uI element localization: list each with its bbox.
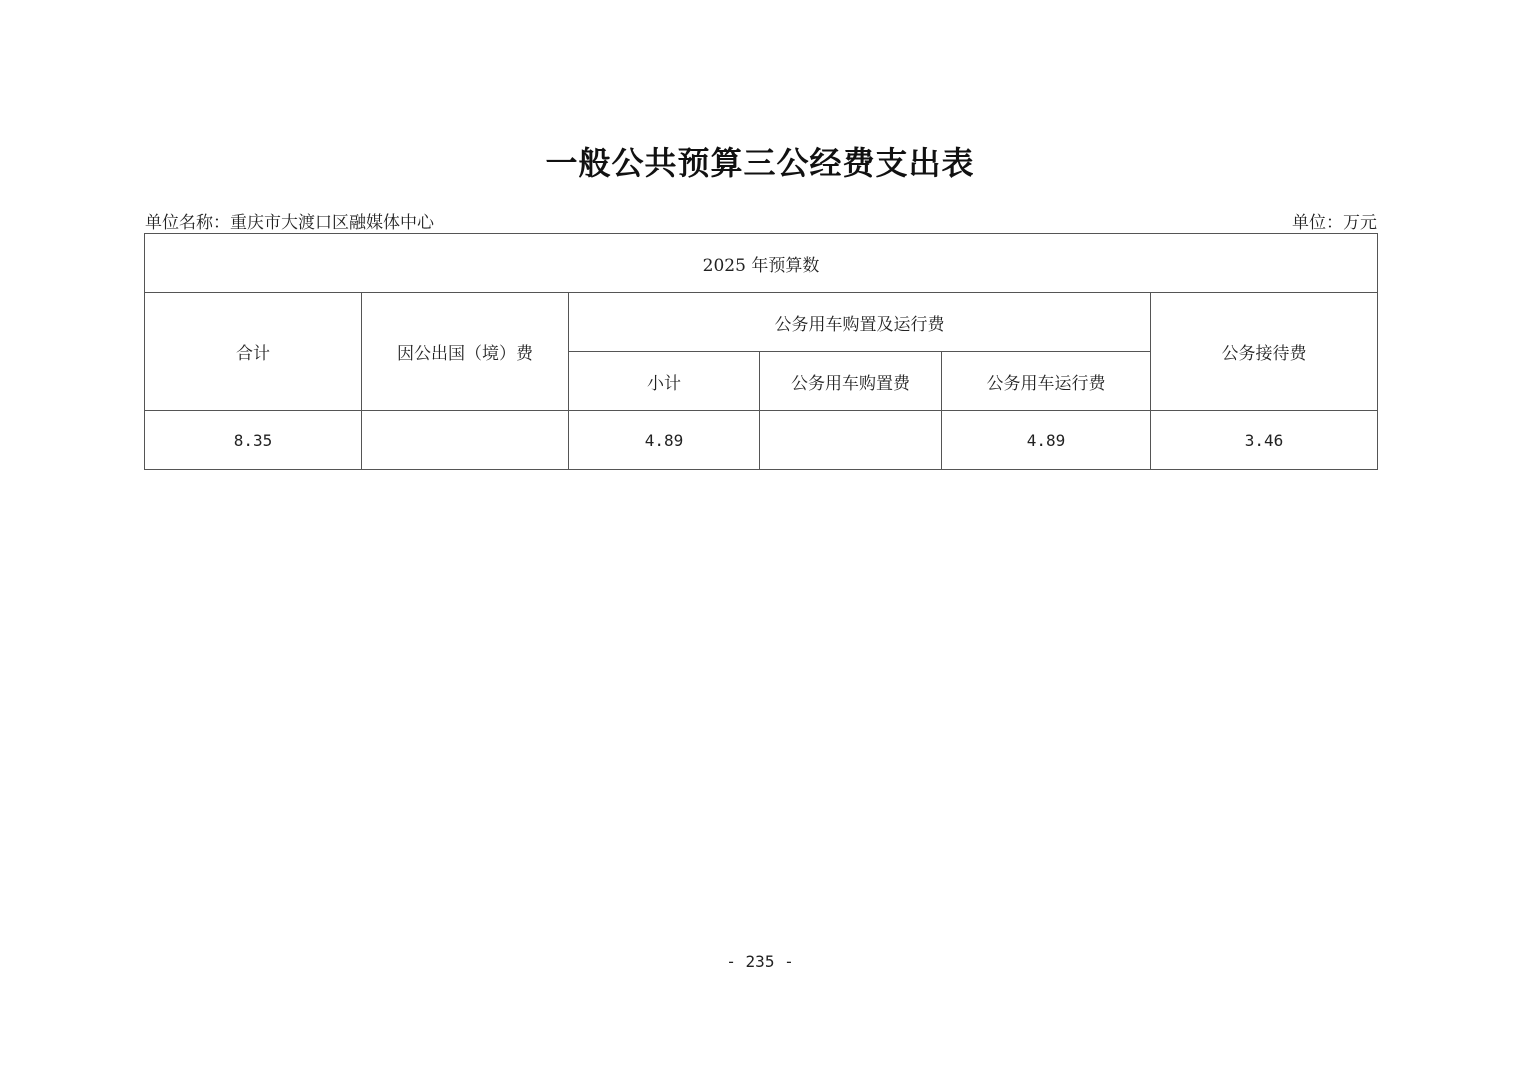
- header-budget-year: 2025 年预算数: [145, 234, 1378, 293]
- header-vehicle-subtotal: 小计: [569, 352, 760, 411]
- table-row: [145, 411, 1378, 470]
- unit-name: 单位名称：重庆市大渡口区融媒体中心: [145, 213, 434, 233]
- cell-overseas: [362, 411, 569, 470]
- page-number: - 235 -: [726, 952, 794, 971]
- page-title: 一般公共预算三公经费支出表: [545, 144, 975, 182]
- table-header-row: [145, 293, 1378, 352]
- cell-vehicle-subtotal: 4.89: [569, 411, 760, 470]
- header-vehicle-operation: 公务用车运行费: [942, 352, 1151, 411]
- cell-total: 8.35: [145, 411, 362, 470]
- header-reception: 公务接待费: [1151, 293, 1378, 411]
- currency-unit: 单位：万元: [1292, 213, 1377, 233]
- header-overseas: 因公出国（境）费: [362, 293, 569, 411]
- budget-table: [144, 233, 1378, 470]
- cell-vehicle-operation: 4.89: [942, 411, 1151, 470]
- header-vehicle-purchase: 公务用车购置费: [760, 352, 942, 411]
- cell-vehicle-purchase: [760, 411, 942, 470]
- cell-reception: 3.46: [1151, 411, 1378, 470]
- header-total: 合计: [145, 293, 362, 411]
- table-header-row: [145, 234, 1378, 293]
- header-vehicle-group: 公务用车购置及运行费: [569, 293, 1151, 352]
